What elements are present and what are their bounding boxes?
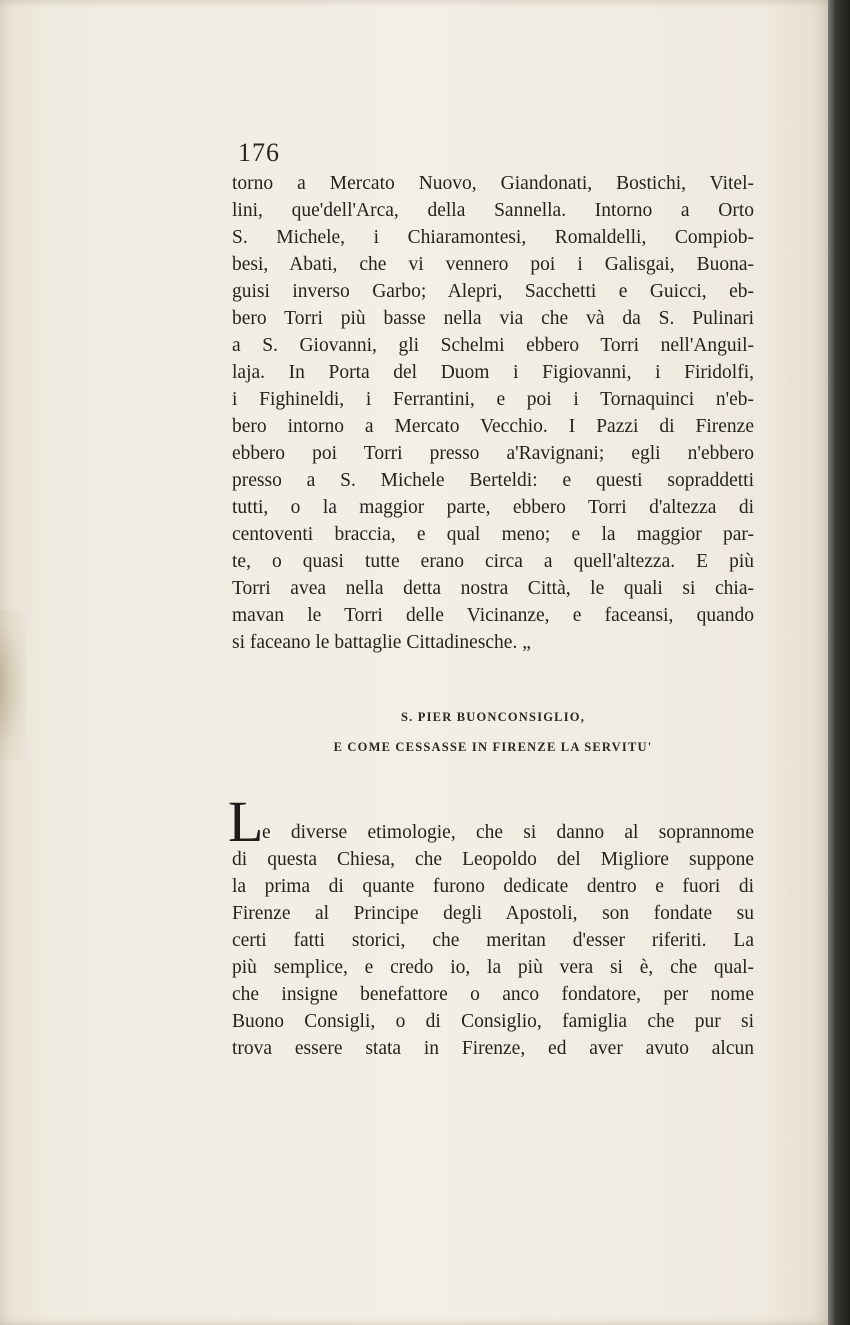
text-line: presso a S. Michele Berteldi: e questi sopraddetti (232, 470, 754, 491)
section-heading-title: S. PIER BUONCONSIGLIO, (400, 710, 586, 724)
text-line: e diverse etimologie, che si danno al soprannome (262, 822, 754, 843)
text-line: laja. In Porta del Duom i Figiovanni, i Firidolfi, (232, 362, 754, 383)
text-line: Firenze al Principe degli Apostoli, son fondate su (232, 903, 754, 924)
text-line: più semplice, e credo io, la più vera si è, che qual- (232, 957, 754, 978)
text-line: i Fighineldi, i Ferrantini, e poi i Tornaquinci n'eb- (232, 389, 754, 410)
text-line: torno a Mercato Nuovo, Giandonati, Bostichi, Vitel- (232, 173, 754, 194)
text-line: trova essere stata in Firenze, ed aver avuto alcun (232, 1038, 754, 1059)
text-line: Torri avea nella detta nostra Città, le quali si chia- (232, 578, 754, 599)
text-line: centoventi braccia, e qual meno; e la maggior par- (232, 524, 754, 545)
text-line: ebbero poi Torri presso a'Ravignani; egli n'ebbero (232, 443, 754, 464)
bottom-paragraph (232, 819, 754, 1062)
drop-cap-initial: L (228, 789, 264, 854)
text-line: bero intorno a Mercato Vecchio. I Pazzi di Firenze (232, 416, 754, 437)
text-line: si faceano le battaglie Cittadinesche. „ (232, 632, 531, 653)
text-line: lini, que'dell'Arca, della Sannella. Intorno a Orto (232, 200, 754, 221)
page-edge (828, 0, 850, 1325)
text-line: la prima di quante furono dedicate dentro e fuori di (232, 876, 754, 897)
text-line: certi fatti storici, che meritan d'esser riferiti. La (232, 930, 754, 951)
page-number: 176 (238, 138, 280, 167)
text-line: di questa Chiesa, che Leopoldo del Migliore suppone (232, 849, 754, 870)
text-line: S. Michele, i Chiaramontesi, Romaldelli, Compiob- (232, 227, 754, 248)
paper-stain (0, 610, 26, 760)
text-line: mavan le Torri delle Vicinanze, e faceansi, quando (232, 605, 754, 626)
top-paragraph (232, 170, 754, 656)
section-heading-subtitle: E COME CESSASSE IN FIRENZE LA SERVITU' (333, 740, 653, 754)
text-line: Buono Consigli, o di Consiglio, famiglia che pur si (232, 1011, 754, 1032)
text-line: te, o quasi tutte erano circa a quell'altezza. E più (232, 551, 754, 572)
text-line: guisi inverso Garbo; Alepri, Sacchetti e Guicci, eb- (232, 281, 754, 302)
text-line: bero Torri più basse nella via che và da S. Pulinari (232, 308, 754, 329)
text-line: tutti, o la maggior parte, ebbero Torri d'altezza di (232, 497, 754, 518)
text-line: che insigne benefattore o anco fondatore, per nome (232, 984, 754, 1005)
text-line: besi, Abati, che vi vennero poi i Galisgai, Buona- (232, 254, 754, 275)
text-line: a S. Giovanni, gli Schelmi ebbero Torri nell'Anguil- (232, 335, 754, 356)
